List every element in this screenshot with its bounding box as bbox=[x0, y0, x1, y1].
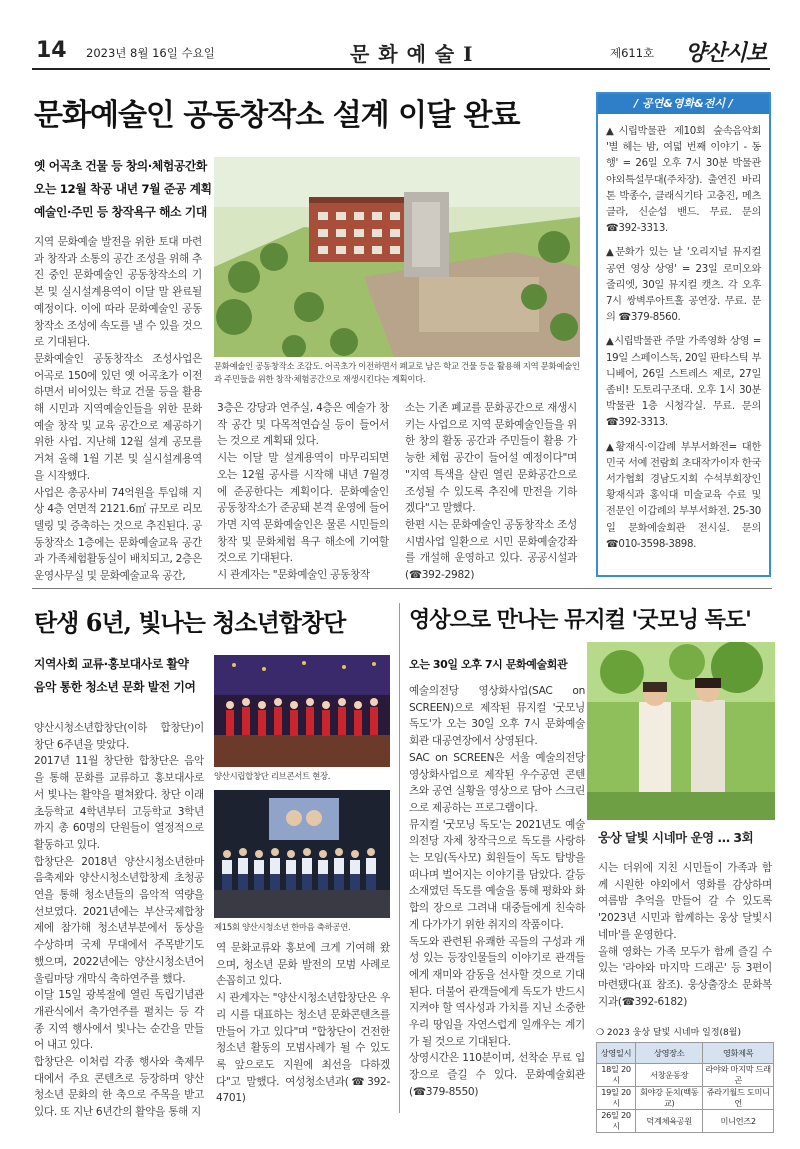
schedule-table-title: ❍ 2023 웅상 달빛 시네마 일정(8월) bbox=[596, 1028, 741, 1038]
table-cell: 서창운동장 bbox=[636, 1064, 703, 1087]
article2-caption-1: 양산시립합창단 리브콘서트 현장. bbox=[214, 771, 331, 781]
schedule-table-wrap bbox=[596, 1042, 774, 1133]
table-cell: 26일 20시 bbox=[597, 1110, 636, 1133]
article2-headline: 탄생 6년, 빛나는 청소년합창단 bbox=[34, 608, 346, 637]
table-cell: 미니언즈2 bbox=[703, 1110, 774, 1133]
article1-column-2: 3층은 강당과 연주실, 4층은 예술가 창작 공간 및 다목적연습실 등이 들어서는 것으로 계획돼 있다. 시는 이달 말 설계용역이 마무리되면 오는 12월 공사를 시작해 내년 7월경에 준공한다는 계획이다. 문화예술인 공동창작소가 준공돼 본격 운영에 들어가면 지역 문화예술인은 물론 시민들의 창작 및 문화체험 욕구 해소에 기여할 것으로 기대된다. 시 관계자는 "문화예술인 공동창작 bbox=[217, 402, 389, 582]
table-cell: 덕계체육공원 bbox=[636, 1110, 703, 1133]
sidebar-item: ▲시립박물관 제10회 숲속음악회 '별 헤는 밤, 여덟 번째 이야기 - 동행' = 26일 오후 7시 30분 박물관 야외특설무대(주차장). 출연진 바리톤 박종수, 클래식기타 고충진, 메츠클라, 신순섭 밴드. 무료. 문의 ☎392-3313. bbox=[606, 126, 761, 235]
section-title: 문 화 예 술 Ⅰ bbox=[350, 42, 474, 66]
sidebar-title: / 공연&영화&전시 / bbox=[598, 94, 769, 114]
article2-column-1: 양산시청소년합창단(이하 합창단)이 창단 6주년을 맞았다. 2017년 11월 창단한 합창단은 음악을 통해 문화를 교류하고 홍보대사로서 빛나는 활약을 펼쳐왔다. 창단 이래 초등학교 4학년부터 고등학교 3학년까지 총 60명의 단원들이 열정적으로 활동하고 있다. 합창단은 2018년 양산시청소년한마음축제와 양산시청소년합창제 초청공연을 통해 청소년들의 음악적 역량을 선보였다. 2021년에는 부산국제합창제에 참가해 청소년부분에서 동상을 수상하며 국제 무대에서 주목받기도 했으며, 2022년에는 양산시청소년어울림마당 개막식 축하연주를 했다. 이달 15일 광복절에 열린 독립기념관 개관식에서 축가연주를 펼치는 등 각종 지역 행사에서 빛나는 순간을 만들어 내고 있다. 합창단은 이처럼 각종 행사와 축제무대에서 주요 콘텐츠로 등장하며 양산 청소년 문화의 한 축으로 주목을 받고 있다. 또 지난 6년간의 활약을 통해 지 bbox=[34, 722, 204, 1119]
sidebar-box bbox=[596, 92, 771, 577]
sidebar-item: ▲시립박물관 주말 가족영화 상영 = 19일 스페이스독, 20일 판타스틱 부니베어, 26일 스트레스 제로, 27일 좀비! 도토리구조대. 오후 1시 30분 박물관 1층 시청각실. 무료. 문의 ☎392-3313. bbox=[606, 336, 761, 429]
table-cell: 19일 20시 bbox=[597, 1087, 636, 1110]
article3-subhead: 오는 30일 오후 7시 문화예술회관 bbox=[409, 658, 568, 671]
column-divider bbox=[399, 603, 400, 1113]
issue-date: 2023년 8월 16일 수요일 bbox=[86, 46, 215, 60]
table-row bbox=[597, 1064, 774, 1087]
article2-photo-2 bbox=[214, 790, 390, 918]
table-row bbox=[597, 1087, 774, 1110]
article3-headline: 영상으로 만나는 뮤지컬 '굿모닝 독도' bbox=[409, 607, 751, 633]
table-cell: 회야강 둔치(백동교) bbox=[636, 1087, 703, 1110]
article1-rendering-photo bbox=[214, 157, 580, 357]
article3-body: 예술의전당 영상화사업(SAC on SCREEN)으로 제작된 뮤지컬 '굿모닝 독도'가 오는 30일 오후 7시 문화예술회관 대공연장에서 상영된다. SAC on SCREEN은 서울 예술의전당 영상화사업으로 제작된 우수공연 콘텐츠와 공연 실황을 영상으로 담아 스크린으로 제공하는 프로그램이다. 뮤지컬 '굿모닝 독도'는 2021년도 예술의전당 자체 창작극으로 독도를 사랑하는 모임(독사모) 회원들이 독도 탐방을 떠나며 벌어지는 이야기를 담았다. 갈등 소재였던 독도를 예술을 통해 평화와 화합의 장으로 그려내 대중들에게 친숙하게 다가가기 위한 취지의 작품이다. 독도와 관련된 유쾌한 곡들의 구성과 개성 있는 등장인물들의 이야기로 관객들에게 재미와 감동을 선사할 것으로 기대된다. 더불어 관객들에게 독도가 반드시 지켜야 할 역사성과 가치를 지닌 소중한 우리 땅임을 자연스럽게 일깨우는 계기가 될 것으로 기대된다. 상영시간은 110분이며, 선착순 무료 입장으로 즐길 수 있다. 문화예술회관(☎379-8550) bbox=[409, 685, 585, 1098]
table-header-cell: 상영일시 bbox=[597, 1043, 636, 1064]
article1-headline: 문화예술인 공동창작소 설계 이달 완료 bbox=[34, 98, 520, 133]
sidebar-item: ▲문화가 있는 날 '오리지널 뮤지컬 공연 영상 상영' = 23일 로미오와 줄리엣, 30일 뮤지컬 캣츠. 각 오후 7시 쌍벽루아트홀 공연장. 무료. 문의 ☎379-8560. bbox=[606, 247, 761, 324]
musical-poster-image bbox=[587, 642, 775, 820]
article4-headline: 웅상 달빛 시네마 운영 … 3회 bbox=[598, 830, 754, 845]
table-header-cell: 영화제목 bbox=[703, 1043, 774, 1064]
table-cell: 라야와 마지막 드래곤 bbox=[703, 1064, 774, 1087]
table-header-row bbox=[597, 1043, 774, 1064]
article4-body: 시는 더위에 지친 시민들이 가족과 함께 시원한 야외에서 영화를 감상하며 여름밤 추억을 만들어 갈 수 있도록 '2023년 시민과 함께하는 웅상 달빛시네마'를 운영한다. 올해 영화는 가족 모두가 함께 즐길 수 있는 '라야와 마지막 드래곤' 등 3편이 마련됐다(표 참조). 웅상출장소 문화복지과(☎392-6182) bbox=[598, 862, 772, 1008]
schedule-table bbox=[596, 1042, 774, 1133]
article1-column-3: 소는 기존 폐교를 문화공간으로 재생시키는 사업으로 지역 문화예술인들을 위한 창의 활동 공간과 주민들이 활용 가능한 체험 공간이 들어설 예정이다"며 "지역 특색을 살린 열린 문화공간으로 조성될 수 있도록 추진에 만전을 기하겠다"고 말했다. 한편 시는 문화예술인 공동창작소 조성 시범사업 일환으로 시민 문화예술강좌를 개설해 운영하고 있다. 공공시설과(☎392-2982) bbox=[405, 402, 577, 582]
article3-poster-photo bbox=[587, 642, 775, 820]
article2-caption-2: 제15회 양산시청소년 한마음 축하공연. bbox=[214, 922, 351, 932]
concert-stage-image bbox=[214, 655, 390, 767]
table-cell: 18일 20시 bbox=[597, 1064, 636, 1087]
building-rendering-image bbox=[214, 157, 580, 357]
choir-performance-image bbox=[214, 790, 390, 918]
article2-subheads: 지역사회 교류·홍보대사로 활약 음악 통한 청소년 문화 발전 기여 bbox=[34, 657, 196, 694]
table-cell: 쥬라기월드 도미니언 bbox=[703, 1087, 774, 1110]
table-row bbox=[597, 1110, 774, 1133]
article1-subheads: 옛 어곡초 건물 등 창의·체험공간화 오는 12월 착공 내년 7월 준공 계획 예술인·주민 등 창작욕구 해소 기대 bbox=[34, 159, 212, 219]
article2-column-2: 역 문화교류와 홍보에 크게 기여해 왔으며, 청소년 문화 발전의 모범 사례로 손꼽히고 있다. 시 관계자는 "양산시청소년합창단은 우리 시를 대표하는 청소년 문화콘텐츠를 만들어 가고 있다"며 "합창단이 건전한 청소년 활동의 모범사례가 될 수 있도록 앞으로도 지원에 최선을 다하겠다"고 말했다. 여성청소년과(☎392-4701) bbox=[216, 942, 390, 1105]
article1-column-1: 지역 문화예술 발전을 위한 토대 마련과 창작과 소통의 공간 조성을 위해 추진 중인 문화예술인 공동창작소의 기본 및 실시설계용역이 이달 말 완료될 예정이다. 이에 따라 문화예술인 공동창작소 조성에 속도를 낼 수 있을 것으로 기대된다. 문화예술인 공동창작소 조성사업은 어곡로 150에 있던 옛 어곡초가 이전하면서 비어있는 학교 건물 등을 활용해 시민과 지역예술인들을 위한 문화예술 창작 및 교육 공간으로 제공하기 위한 사업. 지난해 12월 설계 공모를 거쳐 올해 1월 기본 및 실시설계용역을 시작했다. 사업은 총공사비 74억원을 투입해 지상 4층 연면적 2121.6㎡ 규모로 리모델링 및 증축하는 것으로 추진된다. 공동창작소 1층에는 문화예술교육 공간과 가족체험활동실이 배치되고, 2층은 운영사무실 및 문화예술교육 공간, bbox=[34, 236, 202, 583]
sidebar-item: ▲황재식·이갑례 부부서화전= 대한민국 서예 전람회 초대작가이자 한국서가협회 경남도지회 수석부회장인 황재식과 홍익대 미술교육 수료 및 전문인 이갑례의 부부서화전. 25-30일 문화예술회관 전시실. 문의 ☎010-3598-3898. bbox=[606, 441, 761, 550]
page-number: 14 bbox=[36, 38, 67, 63]
issue-number: 제611호 bbox=[610, 46, 655, 60]
header-rule bbox=[32, 68, 770, 70]
table-header-cell: 상영장소 bbox=[636, 1043, 703, 1064]
article1-photo-caption: 문화예술인 공동창작소 조감도. 어곡초가 이전하면서 폐교로 남은 학교 건물 등을 활용해 지역 문화예술인과 주민들을 위한 창작·체험공간으로 재생시킨다는 계획이다. bbox=[214, 361, 580, 384]
article2-photo-1 bbox=[214, 655, 390, 767]
paper-logo: 양산시보 bbox=[685, 40, 767, 66]
section-divider bbox=[32, 588, 772, 589]
